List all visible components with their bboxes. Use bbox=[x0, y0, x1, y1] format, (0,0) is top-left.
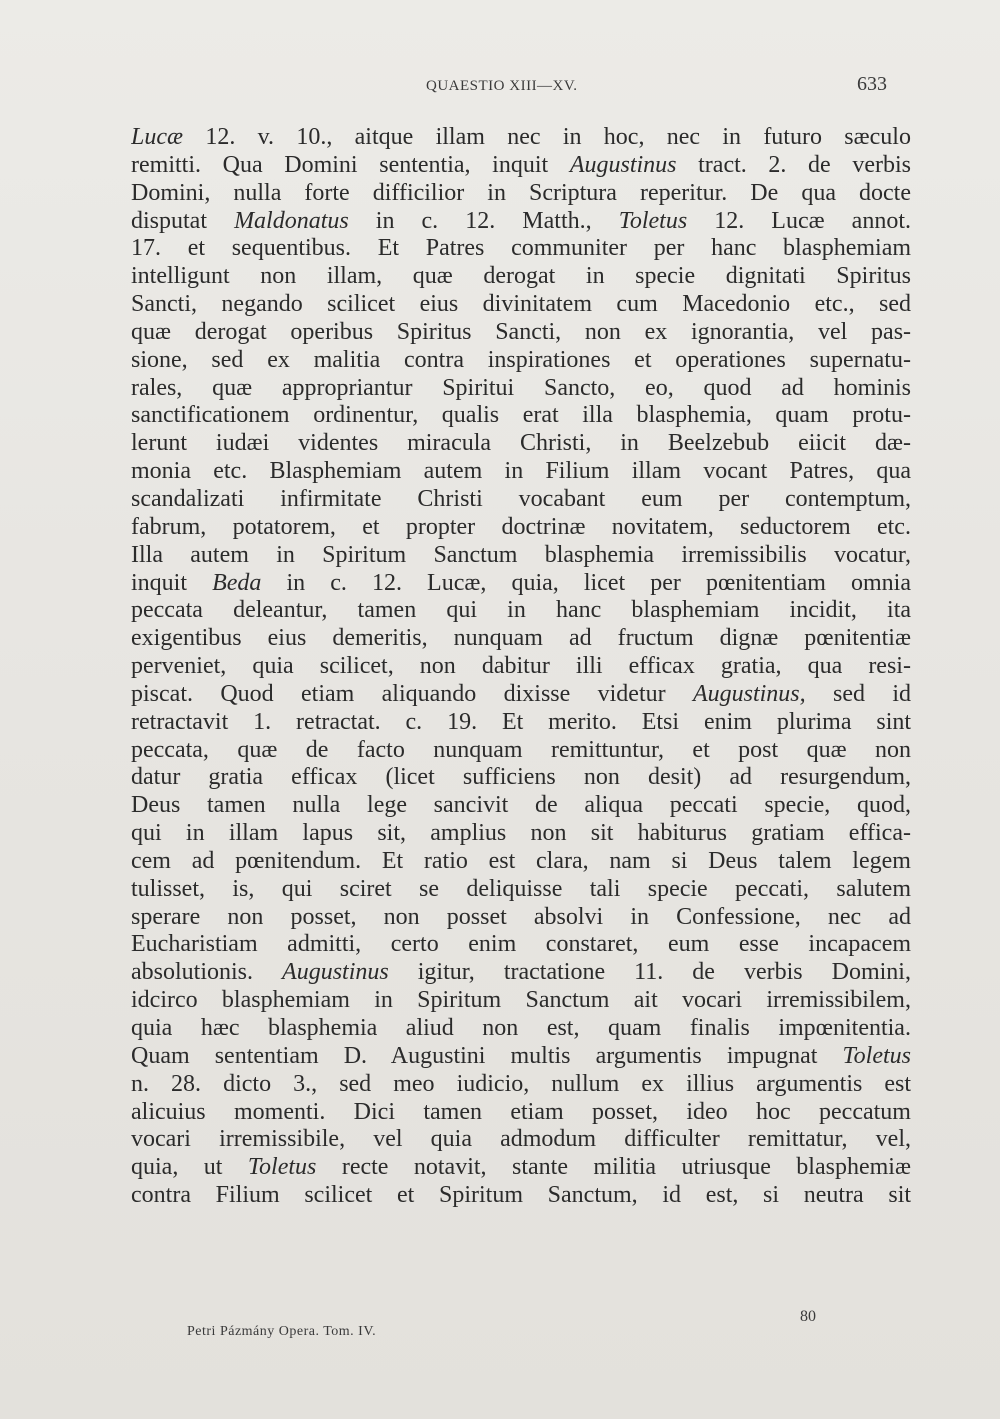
text-line bbox=[131, 1015, 911, 1043]
text-segment: n. 28. dicto 3., sed meo iudicio, nullum ex illius argumentis est bbox=[131, 1070, 911, 1097]
text-line bbox=[131, 124, 911, 152]
text-segment: cem ad pœnitendum. Et ratio est clara, nam si Deus talem legem bbox=[131, 847, 911, 874]
text-segment: scandalizati infirmitate Christi vocabant eum per contemptum, bbox=[131, 485, 911, 512]
text-line bbox=[131, 263, 911, 291]
text-segment: retractavit 1. retractat. c. 19. Et merito. Etsi enim plurima sint bbox=[131, 708, 911, 735]
text-segment: Deus tamen nulla lege sancivit de aliqua peccati specie, quod, bbox=[131, 792, 911, 819]
text-segment: peccata deleantur, tamen qui in hanc blasphemiam incidit, ita bbox=[131, 597, 911, 624]
text-segment: tulisset, is, qui sciret se deliquisse tali specie peccati, salutem bbox=[131, 875, 911, 902]
text-segment: sanctificationem ordinentur, qualis erat illa blasphemia, quam protu- bbox=[131, 402, 911, 429]
text-line bbox=[131, 597, 911, 625]
text-line bbox=[131, 653, 911, 681]
text-line bbox=[131, 904, 911, 932]
italic-text: Toletus bbox=[618, 207, 688, 234]
text-line bbox=[131, 931, 911, 959]
text-segment: monia etc. Blasphemiam autem in Filium illam vocant Patres, qua bbox=[131, 458, 911, 485]
text-line bbox=[131, 625, 911, 653]
text-segment: remitti. Qua Domini sententia, inquit bbox=[131, 151, 570, 178]
text-segment: quia, ut bbox=[131, 1154, 248, 1181]
text-line bbox=[131, 291, 911, 319]
text-line bbox=[131, 681, 911, 709]
text-line bbox=[131, 848, 911, 876]
text-segment: igitur, tractatione 11. de verbis Domini, bbox=[388, 959, 911, 986]
italic-text: Maldonatus bbox=[234, 207, 349, 234]
italic-text: Augustinus, bbox=[692, 680, 806, 707]
text-segment: idcirco blasphemiam in Spiritum Sanctum ait vocari irremissibilem, bbox=[131, 987, 911, 1014]
text-segment: qui in illam lapus sit, amplius non sit habiturus gratiam effica- bbox=[131, 820, 911, 847]
text-line bbox=[131, 347, 911, 375]
text-segment: quia hæc blasphemia aliud non est, quam finalis impœnitentia. bbox=[131, 1015, 911, 1041]
text-segment: 12. v. 10., aitque illam nec in hoc, nec in futuro sæculo bbox=[183, 124, 911, 150]
italic-text: Augustinus bbox=[282, 959, 389, 986]
text-segment: inquit bbox=[131, 569, 213, 596]
text-segment: Eucharistiam admitti, certo enim constaret, eum esse incapacem bbox=[131, 931, 911, 958]
text-segment: vocari irremissibile, vel quia admodum difficulter remittatur, vel, bbox=[131, 1126, 911, 1153]
text-line bbox=[131, 180, 911, 208]
text-line bbox=[131, 1182, 911, 1210]
page-footer bbox=[0, 1308, 1000, 1348]
text-line bbox=[131, 570, 911, 598]
text-segment: peccata, quæ de facto nunquam remittuntur, et post quæ non bbox=[131, 736, 911, 763]
text-segment: sperare non posset, non posset absolvi in Confessione, nec ad bbox=[131, 903, 911, 930]
text-segment: perveniet, quia scilicet, non dabitur illi efficax gratia, qua resi- bbox=[131, 653, 911, 680]
text-line bbox=[131, 235, 911, 263]
text-segment: alicuius momenti. Dici tamen etiam posset, ideo hoc peccatum bbox=[131, 1098, 911, 1125]
italic-text: Augustinus bbox=[569, 151, 677, 178]
page-number: 633 bbox=[857, 73, 887, 95]
text-line bbox=[131, 737, 911, 765]
text-segment: Illa autem in Spiritum Sanctum blasphemia irremissibilis vocatur, bbox=[131, 541, 911, 568]
text-line bbox=[131, 1154, 911, 1182]
italic-text: Toletus bbox=[247, 1154, 317, 1181]
text-line bbox=[131, 514, 911, 542]
text-line bbox=[131, 792, 911, 820]
signature-mark: 80 bbox=[800, 1308, 816, 1325]
text-segment: lerunt iudæi videntes miracula Christi, in Beelzebub eiicit dæ- bbox=[131, 430, 911, 457]
text-segment: Sancti, negando scilicet eius divinitatem cum Macedonio etc., sed bbox=[131, 291, 911, 318]
text-segment: datur gratia efficax (licet sufficiens non desit) ad resurgendum, bbox=[131, 764, 911, 791]
text-segment: 17. et sequentibus. Et Patres communiter per hanc blasphemiam bbox=[131, 235, 911, 262]
text-line bbox=[131, 152, 911, 180]
text-line bbox=[131, 764, 911, 792]
text-segment: rales, quæ appropriantur Spiritui Sancto, eo, quod ad hominis bbox=[131, 374, 911, 401]
text-line bbox=[131, 1071, 911, 1099]
running-title: QUAESTIO XIII—XV. bbox=[426, 78, 578, 94]
text-line bbox=[131, 876, 911, 904]
text-segment: sed id bbox=[805, 680, 911, 707]
text-line bbox=[131, 430, 911, 458]
text-segment: sione, sed ex malitia contra inspirationes et operationes supernatu- bbox=[131, 346, 911, 373]
text-line bbox=[131, 458, 911, 486]
text-segment: in c. 12. Lucæ, quia, licet per pœnitentiam omnia bbox=[261, 569, 911, 596]
running-head bbox=[0, 73, 1000, 102]
text-segment: disputat bbox=[131, 207, 235, 234]
text-segment: exigentibus eius demeritis, nunquam ad fructum dignæ pœnitentiæ bbox=[131, 625, 911, 652]
text-line bbox=[131, 959, 911, 987]
text-line bbox=[131, 709, 911, 737]
text-line bbox=[131, 820, 911, 848]
text-line bbox=[131, 1126, 911, 1154]
footer-note: Petri Pázmány Opera. Tom. IV. bbox=[187, 1324, 377, 1339]
text-line bbox=[131, 1099, 911, 1127]
text-segment: absolutionis. bbox=[131, 959, 283, 986]
text-segment: Quam sententiam D. Augustini multis argumentis impugnat bbox=[131, 1042, 843, 1069]
text-segment: contra Filium scilicet et Spiritum Sanctum, id est, si neutra sit bbox=[131, 1182, 911, 1209]
italic-text: Beda bbox=[212, 569, 262, 596]
text-line bbox=[131, 319, 911, 347]
text-segment: 12. Lucæ annot. bbox=[687, 207, 911, 234]
text-segment: quæ derogat operibus Spiritus Sancti, non ex ignorantia, vel pas- bbox=[131, 318, 911, 345]
italic-text: Toletus bbox=[842, 1042, 911, 1069]
italic-text: Lucæ bbox=[131, 124, 184, 150]
text-line bbox=[131, 987, 911, 1015]
text-line bbox=[131, 486, 911, 514]
text-segment: intelligunt non illam, quæ derogat in specie dignitati Spiritus bbox=[131, 263, 911, 290]
text-line bbox=[131, 1043, 911, 1071]
text-segment: tract. 2. de verbis bbox=[676, 151, 911, 178]
text-line bbox=[131, 208, 911, 236]
text-segment: in c. 12. Matth., bbox=[348, 207, 619, 234]
text-line bbox=[131, 375, 911, 403]
text-segment: recte notavit, stante militia utriusque blasphemiæ bbox=[316, 1154, 911, 1181]
text-segment: Domini, nulla forte difficilior in Scriptura reperitur. De qua docte bbox=[131, 179, 911, 206]
text-segment: piscat. Quod etiam aliquando dixisse videtur bbox=[131, 680, 693, 707]
body-text bbox=[131, 124, 911, 1210]
text-segment: fabrum, potatorem, et propter doctrinæ novitatem, seductorem etc. bbox=[131, 513, 911, 540]
text-line bbox=[131, 402, 911, 430]
text-line bbox=[131, 542, 911, 570]
